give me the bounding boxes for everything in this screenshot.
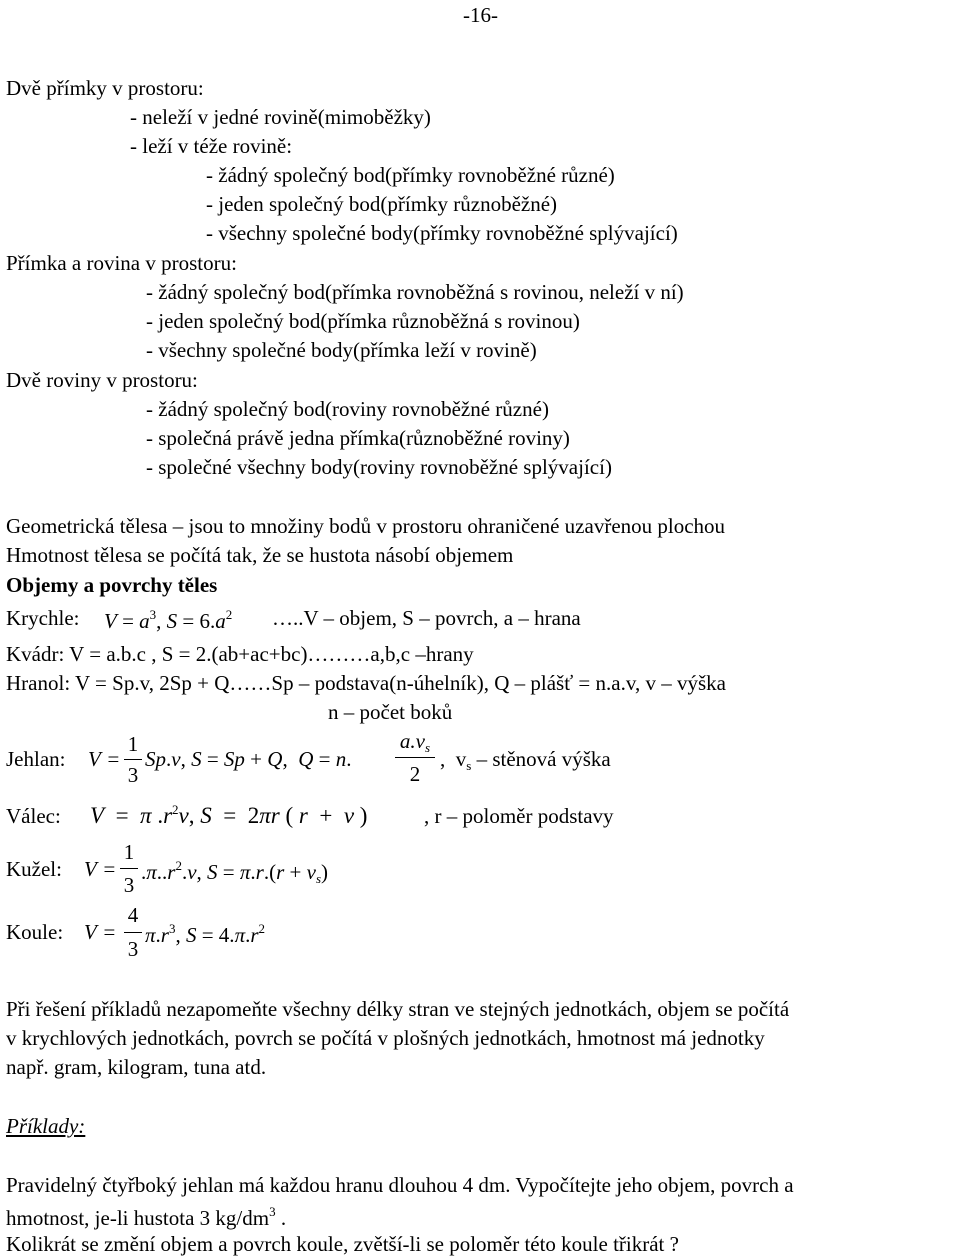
list-item: - žádný společný bod(přímka rovnoběžná s rovinou, neleží v ní) [146, 280, 684, 304]
paragraph-line: Při řešení příkladů nezapomeňte všechny délky stran ve stejných jednotkách, objem se počítá [6, 997, 790, 1021]
definition-solids: Geometrická tělesa – jsou to množiny bodů v prostoru ohraničené uzavřenou plochou [6, 514, 726, 538]
formula-pyramid-v: V = [88, 747, 121, 771]
formula-prism-note: n – počet boků [328, 700, 453, 724]
formula-sphere: $\pi.r^3$, $S = 4.\pi.r^2$ [145, 921, 266, 947]
examples-heading: Příklady: [6, 1114, 86, 1138]
paragraph-line: v krychlových jednotkách, povrch se počítá v plošných jednotkách, hmotnost má jednotky [6, 1026, 765, 1050]
formula-prism: Hranol: V = Sp.v, 2Sp + Q……Sp – podstava(n-úhelník), Q – plášť = n.a.v, v – výška [6, 671, 726, 695]
heading-two-lines: Dvě přímky v prostoru: [6, 76, 204, 100]
formula-label-cone: Kužel: [6, 857, 62, 881]
example-line: Kolikrát se změní objem a povrch koule, zvětší-li se poloměr této koule třikrát ? [6, 1232, 679, 1256]
list-item: - žádný společný bod(přímky rovnoběžné různé) [206, 163, 615, 187]
heading-line-plane: Přímka a rovina v prostoru: [6, 251, 237, 275]
fraction-av-over-2: $a.v_s$ 2 [395, 731, 435, 786]
list-item: - všechny společné body(přímka leží v rovině) [146, 338, 537, 362]
fraction-four-thirds: 4 3 [124, 905, 142, 961]
formula-cuboid: Kvádr: V = a.b.c , S = 2.(ab+ac+bc)………a,b,c –hrany [6, 642, 474, 666]
list-item: - leží v téže rovině: [130, 134, 293, 158]
page-number: -16- [463, 3, 498, 27]
list-item: - neleží v jedné rovině(mimoběžky) [130, 105, 431, 129]
fraction-one-third: 1 3 [120, 842, 138, 897]
formula-cone: $.\pi..r^2.v$, $S = \pi.r.(r + v_s)$ [141, 858, 329, 886]
formula-label-cylinder: Válec: [6, 804, 61, 828]
example-line: Pravidelný čtyřboký jehlan má každou hranu dlouhou 4 dm. Vypočítejte jeho objem, povrch a [6, 1173, 794, 1197]
paragraph-line: např. gram, kilogram, tuna atd. [6, 1055, 267, 1079]
formula-sphere-v: V = [84, 920, 117, 944]
list-item: - společná právě jedna přímka(různoběžné roviny) [146, 426, 570, 450]
formula-pyramid: Sp.v, S = Sp + Q, Q = n. [145, 747, 352, 771]
example-line: hmotnost, je-li hustota 3 $kg/dm^3$ . [6, 1204, 287, 1230]
formula-cylinder: V = π $.r^2v$, S = 2πr ( r + v ) [90, 802, 368, 828]
fraction-one-third: 1 3 [124, 734, 142, 786]
formula-label-pyramid: Jehlan: [6, 747, 66, 771]
formula-pyramid-note: , $v_s$ – stěnová výška [440, 747, 611, 773]
list-item: - společné všechny body(roviny rovnoběžné splývající) [146, 455, 612, 479]
definition-mass: Hmotnost tělesa se počítá tak, že se hustota násobí objemem [6, 543, 514, 567]
list-item: - žádný společný bod(roviny rovnoběžné různé) [146, 397, 549, 421]
formula-cube: $V = a^3$, $S = 6.a^2$ [104, 607, 233, 633]
formula-note-cube: …..V – objem, S – povrch, a – hrana [272, 606, 581, 630]
heading-two-planes: Dvě roviny v prostoru: [6, 368, 198, 392]
section-title: Objemy a povrchy těles [6, 573, 218, 597]
list-item: - všechny společné body(přímky rovnoběžné splývající) [206, 221, 678, 245]
formula-label-sphere: Koule: [6, 920, 64, 944]
list-item: - jeden společný bod(přímky různoběžné) [206, 192, 558, 216]
formula-cone-v: V = [84, 857, 117, 881]
formula-note-cylinder: , r – poloměr podstavy [424, 804, 614, 828]
formula-label-cube: Krychle: [6, 606, 80, 630]
list-item: - jeden společný bod(přímka různoběžná s rovinou) [146, 309, 580, 333]
